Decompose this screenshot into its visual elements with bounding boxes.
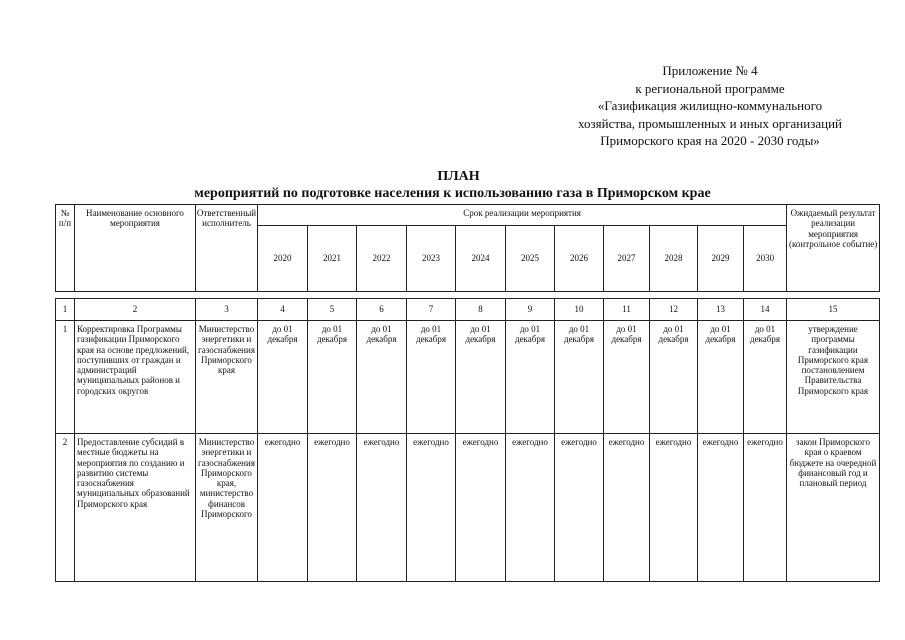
row-activity-name: Предоставление субсидий в местные бюджеты на мероприятия по созданию и развитию системы газоснабжения муниципальных образований Приморского края (75, 434, 196, 582)
deadline-cell: ежегодно (698, 434, 744, 582)
deadline-cell: до 01 декабря (744, 321, 787, 434)
document-title (0, 168, 905, 202)
deadline-cell: до 01 декабря (456, 321, 506, 434)
row-number: 1 (56, 321, 75, 434)
header-num: № п/п (56, 205, 75, 292)
year-cell: 2030 (744, 226, 787, 292)
header-period: Срок реализации мероприятия (258, 205, 787, 226)
appendix-line: Приморского края на 2020 - 2030 годы» (600, 133, 820, 148)
year-cell: 2020 (258, 226, 308, 292)
year-cell: 2025 (506, 226, 555, 292)
table-row (56, 321, 880, 434)
year-cell: 2023 (407, 226, 456, 292)
row-responsible: Министерство энергетики и газоснабжения Приморского края (196, 321, 258, 434)
column-number: 12 (650, 299, 698, 321)
appendix-line: к региональной программе (635, 80, 785, 96)
row-activity-name: Корректировка Программы газификации Приморского края на основе предложений, поступивших от граждан и администраций муниципальных районов и городских округов (75, 321, 196, 434)
column-number: 7 (407, 299, 456, 321)
year-cell: 2029 (698, 226, 744, 292)
deadline-cell: до 01 декабря (308, 321, 357, 434)
appendix-line: Приложение № 4 (662, 63, 758, 78)
title-line-1: ПЛАН (437, 169, 480, 184)
deadline-cell: до 01 декабря (407, 321, 456, 434)
deadline-cell: до 01 декабря (506, 321, 555, 434)
year-cell: 2021 (308, 226, 357, 292)
year-cell: 2026 (555, 226, 604, 292)
deadline-cell: ежегодно (258, 434, 308, 582)
deadline-cell: до 01 декабря (604, 321, 650, 434)
column-number: 14 (744, 299, 787, 321)
deadline-cell: ежегодно (506, 434, 555, 582)
deadline-cell: до 01 декабря (650, 321, 698, 434)
appendix-line: «Газификация жилищно-коммунального (597, 98, 823, 113)
title-line-2: мероприятий по подготовке населения к использованию газа в Приморском крае (194, 186, 711, 201)
deadline-cell: ежегодно (604, 434, 650, 582)
year-cell: 2024 (456, 226, 506, 292)
plan-body-table (55, 298, 880, 582)
deadline-cell: до 01 декабря (555, 321, 604, 434)
row-responsible: Министерство энергетики и газоснабжения Приморского края, министерство финансов Приморского (196, 434, 258, 582)
deadline-cell: ежегодно (308, 434, 357, 582)
header-result: Ожидаемый результат реализации мероприятия (контрольное событие) (787, 205, 880, 292)
column-number: 3 (196, 299, 258, 321)
column-number: 6 (357, 299, 407, 321)
plan-header-table (55, 204, 880, 292)
deadline-cell: до 01 декабря (258, 321, 308, 434)
column-number: 11 (604, 299, 650, 321)
column-number: 5 (308, 299, 357, 321)
deadline-cell: до 01 декабря (698, 321, 744, 434)
deadline-cell: ежегодно (555, 434, 604, 582)
column-number: 13 (698, 299, 744, 321)
column-number: 15 (787, 299, 880, 321)
deadline-cell: ежегодно (357, 434, 407, 582)
appendix-block (500, 62, 905, 150)
column-number: 2 (75, 299, 196, 321)
appendix-line: хозяйства, промышленных и иных организаций (578, 115, 842, 131)
column-number: 4 (258, 299, 308, 321)
column-number: 10 (555, 299, 604, 321)
deadline-cell: ежегодно (407, 434, 456, 582)
row-result: утверждение программы газификации Приморского края постановлением Правительства Приморского края (787, 321, 880, 434)
column-number: 8 (456, 299, 506, 321)
deadline-cell: ежегодно (650, 434, 698, 582)
column-number: 1 (56, 299, 75, 321)
deadline-cell: ежегодно (456, 434, 506, 582)
deadline-cell: до 01 декабря (357, 321, 407, 434)
year-cell: 2022 (357, 226, 407, 292)
header-responsible: Ответственный исполнитель (196, 205, 258, 292)
row-result: закон Приморского края о краевом бюджете на очередной финансовый год и плановый период (787, 434, 880, 582)
deadline-cell: ежегодно (744, 434, 787, 582)
header-name: Наименование основного мероприятия (75, 205, 196, 292)
column-number: 9 (506, 299, 555, 321)
table-row (56, 434, 880, 582)
year-cell: 2028 (650, 226, 698, 292)
row-number: 2 (56, 434, 75, 582)
year-cell: 2027 (604, 226, 650, 292)
